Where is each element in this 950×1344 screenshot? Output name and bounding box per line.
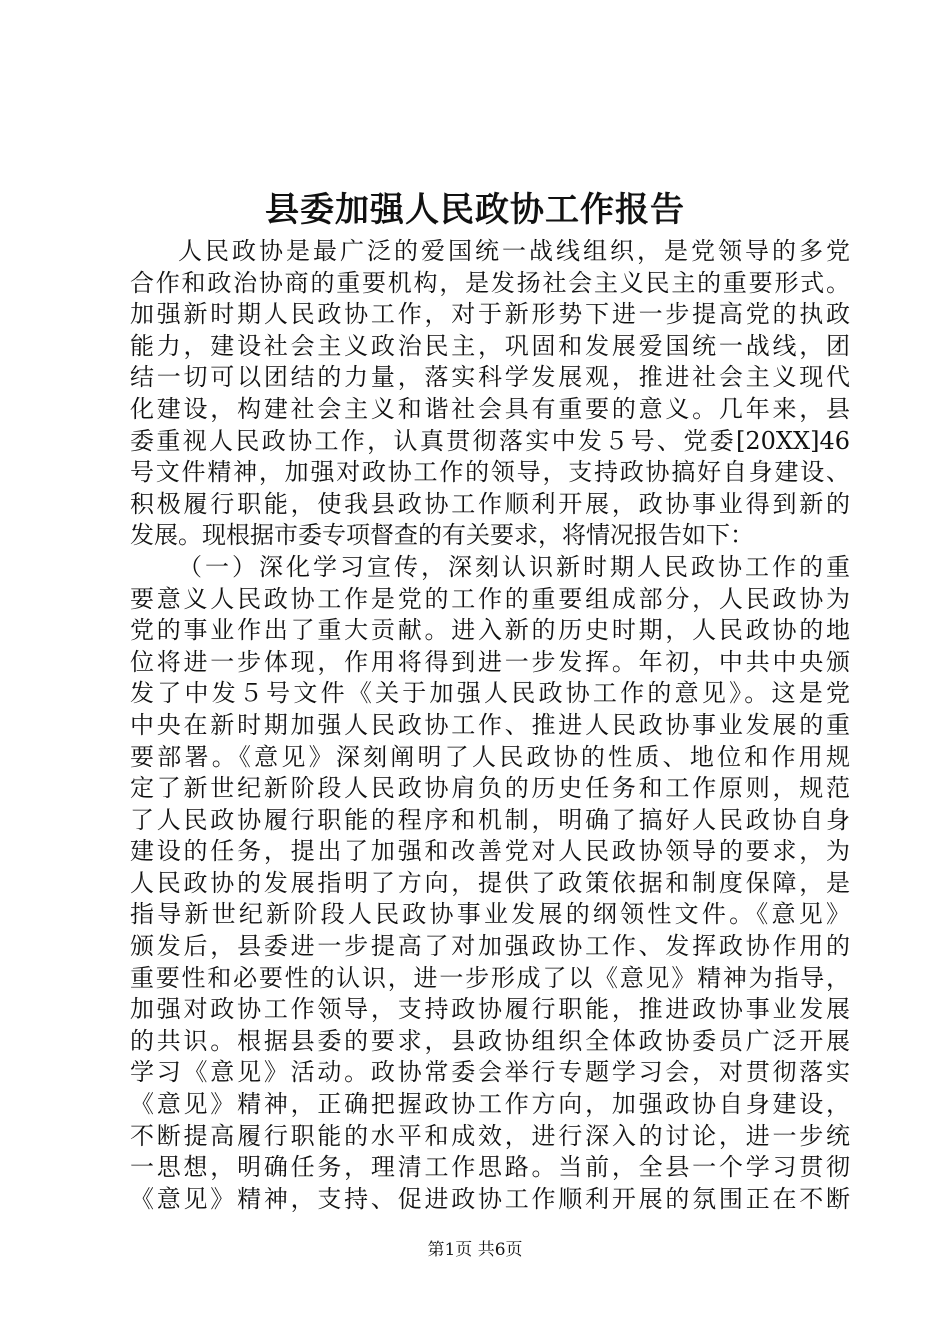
text-line: 党的事业作出了重大贡献。进入新的历史时期，人民政协的地 xyxy=(130,616,850,645)
text-line: 定了新世纪新阶段人民政协肩负的历史任务和工作原则，规范 xyxy=(130,774,850,803)
text-line: 学习《意见》活动。政协常委会举行专题学习会，对贯彻落实 xyxy=(130,1058,850,1087)
text-line: 位将进一步体现，作用将得到进一步发挥。年初，中共中央颁 xyxy=(130,647,850,676)
page-footer: 第1页 共6页 xyxy=(427,1240,523,1260)
text-line: 中央在新时期加强人民政协工作、推进人民政协事业发展的重 xyxy=(130,710,850,739)
text-line: 化建设，构建社会主义和谐社会具有重要的意义。几年来，县 xyxy=(130,394,850,423)
text-line: 指导新世纪新阶段人民政协事业发展的纲领性文件。《意见》 xyxy=(130,900,850,929)
text-line: 加强对政协工作领导，支持政协履行职能，推进政协事业发展 xyxy=(130,995,850,1024)
text-line: 积极履行职能，使我县政协工作顺利开展，政协事业得到新的 xyxy=(130,489,850,518)
document-body xyxy=(130,236,850,1215)
text-line: 人民政协是最广泛的爱国统一战线组织，是党领导的多党 xyxy=(178,237,850,265)
text-line: 发展。现根据市委专项督查的有关要求，将情况报告如下： xyxy=(130,521,754,550)
text-line: 颁发后，县委进一步提高了对加强政协工作、发挥政协作用的 xyxy=(130,932,850,961)
text-line: 一思想，明确任务，理清工作思路。当前，全县一个学习贯彻 xyxy=(130,1153,850,1182)
text-line: 的共识。根据县委的要求，县政协组织全体政协委员广泛开展 xyxy=(130,1026,850,1055)
text-line: 要意义人民政协工作是党的工作的重要组成部分，人民政协为 xyxy=(130,584,850,613)
text-line: 委重视人民政协工作，认真贯彻落实中发５号、党委[20XX]46 xyxy=(130,426,850,455)
text-line: 《意见》精神，支持、促进政协工作顺利开展的氛围正在不断 xyxy=(130,1184,850,1213)
text-line: 合作和政治协商的重要机构，是发扬社会主义民主的重要形式。 xyxy=(130,268,850,297)
text-line: 重要性和必要性的认识，进一步形成了以《意见》精神为指导， xyxy=(130,963,850,992)
text-line: 不断提高履行职能的水平和成效，进行深入的讨论，进一步统 xyxy=(130,1121,850,1150)
text-line: 结一切可以团结的力量，落实科学发展观，推进社会主义现代 xyxy=(130,363,850,392)
text-line: 《意见》精神，正确把握政协工作方向，加强政协自身建设， xyxy=(130,1090,850,1119)
text-line: 建设的任务，提出了加强和改善党对人民政协领导的要求，为 xyxy=(130,837,850,866)
text-line: 人民政协的发展指明了方向，提供了政策依据和制度保障，是 xyxy=(130,868,850,897)
text-line: 了人民政协履行职能的程序和机制，明确了搞好人民政协自身 xyxy=(130,805,850,834)
text-line: 要部署。《意见》深刻阐明了人民政协的性质、地位和作用规 xyxy=(130,742,850,771)
document-title: 县委加强人民政协工作报告 xyxy=(265,190,685,230)
text-line: 加强新时期人民政协工作，对于新形势下进一步提高党的执政 xyxy=(130,300,850,329)
text-line: 号文件精神，加强对政协工作的领导，支持政协搞好自身建设、 xyxy=(130,458,850,487)
text-line: 发了中发５号文件《关于加强人民政协工作的意见》。这是党 xyxy=(130,679,850,708)
text-line: （一）深化学习宣传，深刻认识新时期人民政协工作的重 xyxy=(178,552,850,581)
text-line: 能力，建设社会主义政治民主，巩固和发展爱国统一战线，团 xyxy=(130,331,850,360)
